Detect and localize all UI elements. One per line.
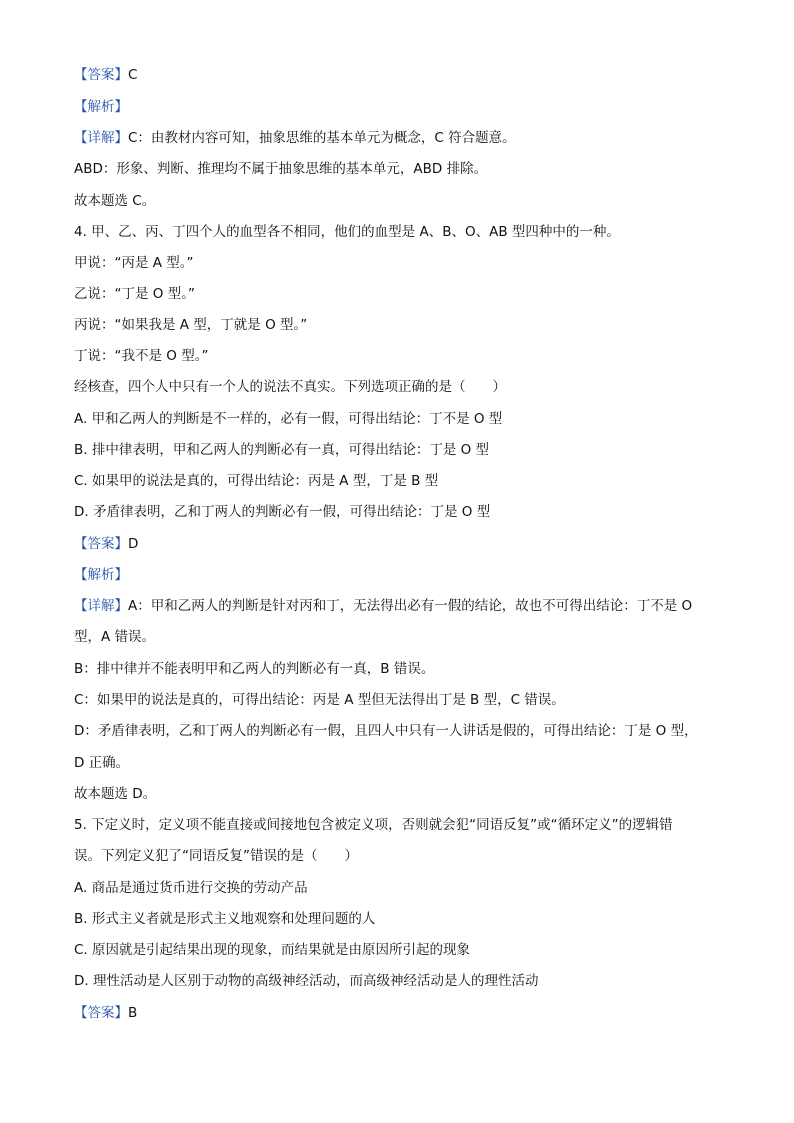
q4-option-a: A. 甲和乙两人的判断是不一样的，必有一假，可得出结论：丁不是 O 型 (74, 411, 503, 427)
q3-conclusion: 故本题选 C。 (74, 193, 156, 209)
detail-label: 【详解】 (74, 130, 128, 146)
q5-answer-line (74, 1004, 724, 1022)
detail-text: C：由教材内容可知，抽象思维的基本单元为概念，C 符合题意。 (128, 130, 516, 146)
q4-statement: 丙说：“如果我是 A 型，丁就是 O 型。” (74, 317, 308, 333)
q5-option-d: D. 理性活动是人区别于动物的高级神经活动，而高级神经活动是人的理性活动 (74, 973, 539, 989)
answer-value: D (128, 536, 139, 552)
analysis-label: 【解析】 (74, 567, 128, 583)
q4-detail-line: 型，A 错误。 (74, 629, 156, 645)
q4-detail-line: D 正确。 (74, 755, 130, 771)
q3-detail-line-2: ABD：形象、判断、推理均不属于抽象思维的基本单元，ABD 排除。 (74, 161, 488, 177)
q3-detail-line-1 (74, 129, 724, 147)
analysis-label: 【解析】 (74, 99, 128, 115)
answer-value: C (128, 67, 138, 83)
q4-stem: 4. 甲、乙、丙、丁四个人的血型各不相同，他们的血型是 A、B、O、AB 型四种中的一种。 (74, 224, 620, 240)
q5-stem-line-2: 误。下列定义犯了“同语反复”错误的是（ ） (74, 848, 358, 864)
detail-label: 【详解】 (74, 598, 128, 614)
answer-label: 【答案】 (74, 1005, 128, 1021)
q5-option-a: A. 商品是通过货币进行交换的劳动产品 (74, 880, 308, 896)
q4-detail-line (74, 597, 724, 615)
q5-option-b: B. 形式主义者就是形式主义地观察和处理问题的人 (74, 911, 376, 927)
q4-analysis-line (74, 566, 724, 584)
answer-label: 【答案】 (74, 536, 128, 552)
q4-statement: 甲说：“丙是 A 型。” (74, 255, 194, 271)
answer-label: 【答案】 (74, 67, 128, 83)
detail-text: A：甲和乙两人的判断是针对丙和丁，无法得出必有一假的结论，故也不可得出结论：丁不是 O (128, 598, 693, 614)
q4-question: 经核查，四个人中只有一个人的说法不真实。下列选项正确的是（ ） (74, 379, 506, 395)
q3-answer-line (74, 66, 724, 84)
q4-detail-line: D：矛盾律表明，乙和丁两人的判断必有一假，且四人中只有一人讲话是假的，可得出结论：丁是 O 型， (74, 723, 698, 739)
q4-statement: 乙说：“丁是 O 型。” (74, 286, 195, 302)
q4-option-d: D. 矛盾律表明，乙和丁两人的判断必有一假，可得出结论：丁是 O 型 (74, 504, 491, 520)
q4-answer-line (74, 535, 724, 553)
q4-conclusion: 故本题选 D。 (74, 786, 157, 802)
q5-stem-line-1: 5. 下定义时，定义项不能直接或间接地包含被定义项，否则就会犯“同语反复”或“循环定义”的逻辑错 (74, 817, 673, 833)
q4-statement: 丁说：“我不是 O 型。” (74, 348, 209, 364)
q4-option-c: C. 如果甲的说法是真的，可得出结论：丙是 A 型，丁是 B 型 (74, 473, 439, 489)
q4-detail-line: C：如果甲的说法是真的，可得出结论：丙是 A 型但无法得出丁是 B 型，C 错误。 (74, 692, 565, 708)
answer-value: B (128, 1005, 138, 1021)
q3-analysis-line (74, 98, 724, 116)
q4-option-b: B. 排中律表明，甲和乙两人的判断必有一真，可得出结论：丁是 O 型 (74, 442, 490, 458)
q4-detail-line: B：排中律并不能表明甲和乙两人的判断必有一真，B 错误。 (74, 661, 435, 677)
q5-option-c: C. 原因就是引起结果出现的现象，而结果就是由原因所引起的现象 (74, 942, 471, 958)
